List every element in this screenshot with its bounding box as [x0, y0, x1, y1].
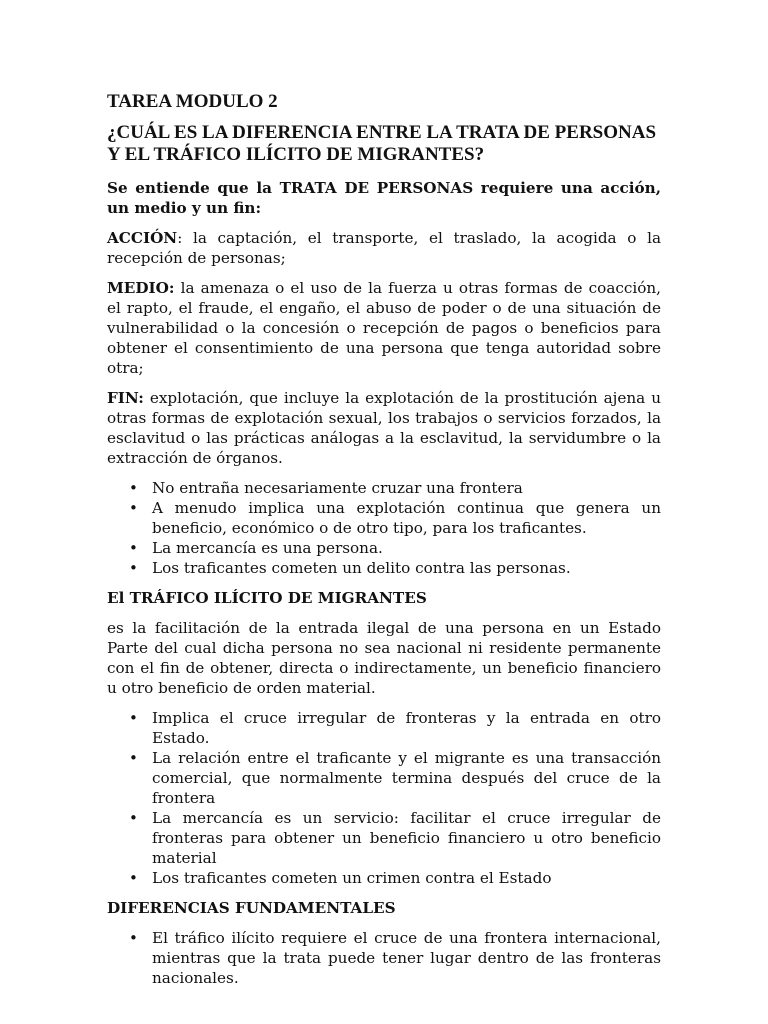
medio-text: la amenaza o el uso de la fuerza u otras formas de coacción, el rapto, el fraude, el engaño, el abuso de poder o de una situación de vulnerabilidad o la concesión o recepción de pagos o beneficios para obtener el consentimiento de una persona que tenga autoridad sobre otra;	[107, 279, 661, 377]
accion-text: : la captación, el transporte, el traslado, la acogida o la recepción de personas;	[107, 229, 661, 267]
list-item: • Implica el cruce irregular de fronteras y la entrada en otro Estado.	[107, 708, 661, 748]
document-title: TAREA MODULO 2	[107, 91, 278, 112]
fin-paragraph	[107, 388, 661, 468]
list-item: • La mercancía es una persona.	[107, 538, 661, 558]
list-item: • Los traficantes cometen un delito contra las personas.	[107, 558, 661, 578]
trafico-heading: El TRÁFICO ILÍCITO DE MIGRANTES	[107, 589, 427, 607]
trafico-definition: es la facilitación de la entrada ilegal de una persona en un Estado Parte del cual dicha persona no sea nacional ni residente permanente con el fin de obtener, directa o indirectamente, un beneficio financiero u otro beneficio de orden material.	[107, 619, 661, 697]
accion-paragraph	[107, 228, 661, 268]
list-item: • La relación entre el traficante y el migrante es una transacción comercial, que normalmente termina después del cruce de la frontera	[107, 748, 661, 808]
fin-text: explotación, que incluye la explotación de la prostitución ajena u otras formas de explotación sexual, los trabajos o servicios forzados, la esclavitud o las prácticas análogas a la esclavitud, la servidumbre o la extracción de órganos.	[107, 389, 661, 467]
trafico-bullet-list	[107, 708, 661, 888]
fin-label: FIN:	[107, 389, 144, 407]
medio-label: MEDIO:	[107, 279, 175, 297]
trata-bullet-list	[107, 478, 661, 578]
list-item: • La mercancía es un servicio: facilitar el cruce irregular de fronteras para obtener un beneficio financiero u otro beneficio material	[107, 808, 661, 868]
diferencias-heading: DIFERENCIAS FUNDAMENTALES	[107, 899, 396, 917]
list-item: • No entraña necesariamente cruzar una frontera	[107, 478, 661, 498]
list-item: • El tráfico ilícito requiere el cruce de una frontera internacional, mientras que la trata puede tener lugar dentro de las fronteras nacionales.	[107, 928, 661, 988]
medio-paragraph	[107, 278, 661, 378]
list-item: • A menudo implica una explotación continua que genera un beneficio, económico o de otro tipo, para los traficantes.	[107, 498, 661, 538]
list-item: • Los traficantes cometen un crimen contra el Estado	[107, 868, 661, 888]
document-question: ¿CUÁL ES LA DIFERENCIA ENTRE LA TRATA DE PERSONAS Y EL TRÁFICO ILÍCITO DE MIGRANTES?	[107, 122, 657, 165]
diferencias-bullet-list	[107, 928, 661, 988]
accion-label: ACCIÓN	[107, 229, 178, 247]
intro-paragraph: Se entiende que la TRATA DE PERSONAS requiere una acción, un medio y un fin:	[107, 179, 661, 217]
